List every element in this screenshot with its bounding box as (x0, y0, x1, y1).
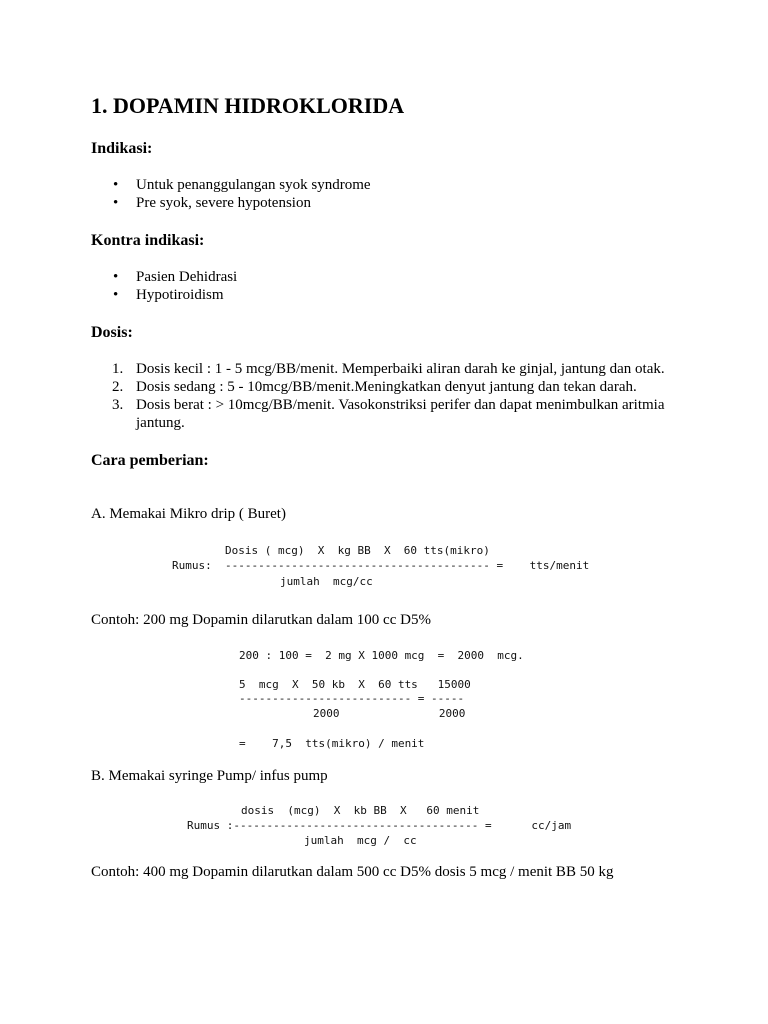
formula-b-numerator: dosis (mcg) X kb BB X 60 menit (241, 804, 480, 817)
calc-a-result: = 7,5 tts(mikro) / menit (239, 737, 425, 750)
cara-heading: Cara pemberian: (91, 452, 209, 469)
formula-b-denominator: jumlah mcg / cc (304, 834, 417, 847)
list-item: • Pasien Dehidrasi (113, 269, 238, 285)
bullet-mark: • (113, 195, 119, 211)
calc-a-line: 200 : 100 = 2 mg X 1000 mcg = 2000 mcg. (239, 649, 524, 662)
indikasi-heading: Indikasi: (91, 140, 153, 157)
document-title: 1. DOPAMIN HIDROKLORIDA (91, 93, 405, 118)
contoh-a-text: Contoh: 200 mg Dopamin dilarutkan dalam 100 cc D5% (91, 612, 431, 628)
formula-a-denominator: jumlah mcg/cc (280, 575, 373, 588)
calc-a-line: -------------------------- = ----- (239, 692, 465, 705)
calc-a-line: 5 mcg X 50 kb X 60 tts 15000 (239, 678, 471, 691)
bullet-mark: • (113, 177, 119, 193)
list-item: 3. Dosis berat : > 10mcg/BB/menit. Vasokonstriksi perifer dan dapat menimbulkan aritmia jantung. (112, 397, 665, 431)
list-item: • Hypotiroidism (113, 287, 224, 303)
bullet-mark: • (113, 287, 119, 303)
list-item: • Untuk penanggulangan syok syndrome (113, 177, 371, 193)
formula-a-numerator: Dosis ( mcg) X kg BB X 60 tts(mikro) (225, 544, 490, 557)
list-item: 2. Dosis sedang : 5 - 10mcg/BB/menit.Meningkatkan denyut jantung dan tekan darah. (112, 379, 637, 395)
dosis-heading: Dosis: (91, 324, 133, 341)
kontra-heading: Kontra indikasi: (91, 232, 205, 249)
indikasi-list (91, 176, 371, 212)
list-item: 1. Dosis kecil : 1 - 5 mcg/BB/menit. Memperbaiki aliran darah ke ginjal, jantung dan otak. (112, 361, 665, 377)
formula-a-rule: Rumus: ---------------------------------------- = tts/menit (172, 559, 590, 572)
section-b-label: B. Memakai syringe Pump/ infus pump (91, 768, 328, 784)
contoh-b-text: Contoh: 400 mg Dopamin dilarutkan dalam 500 cc D5% dosis 5 mcg / menit BB 50 kg (91, 864, 614, 880)
list-item: • Pre syok, severe hypotension (113, 195, 311, 211)
kontra-list (91, 268, 237, 304)
calc-a-line: 2000 2000 (313, 707, 466, 720)
dosis-list (91, 360, 676, 432)
formula-b-rule: Rumus :------------------------------------- = cc/jam (187, 819, 572, 832)
bullet-mark: • (113, 269, 119, 285)
section-a-label: A. Memakai Mikro drip ( Buret) (91, 506, 286, 522)
